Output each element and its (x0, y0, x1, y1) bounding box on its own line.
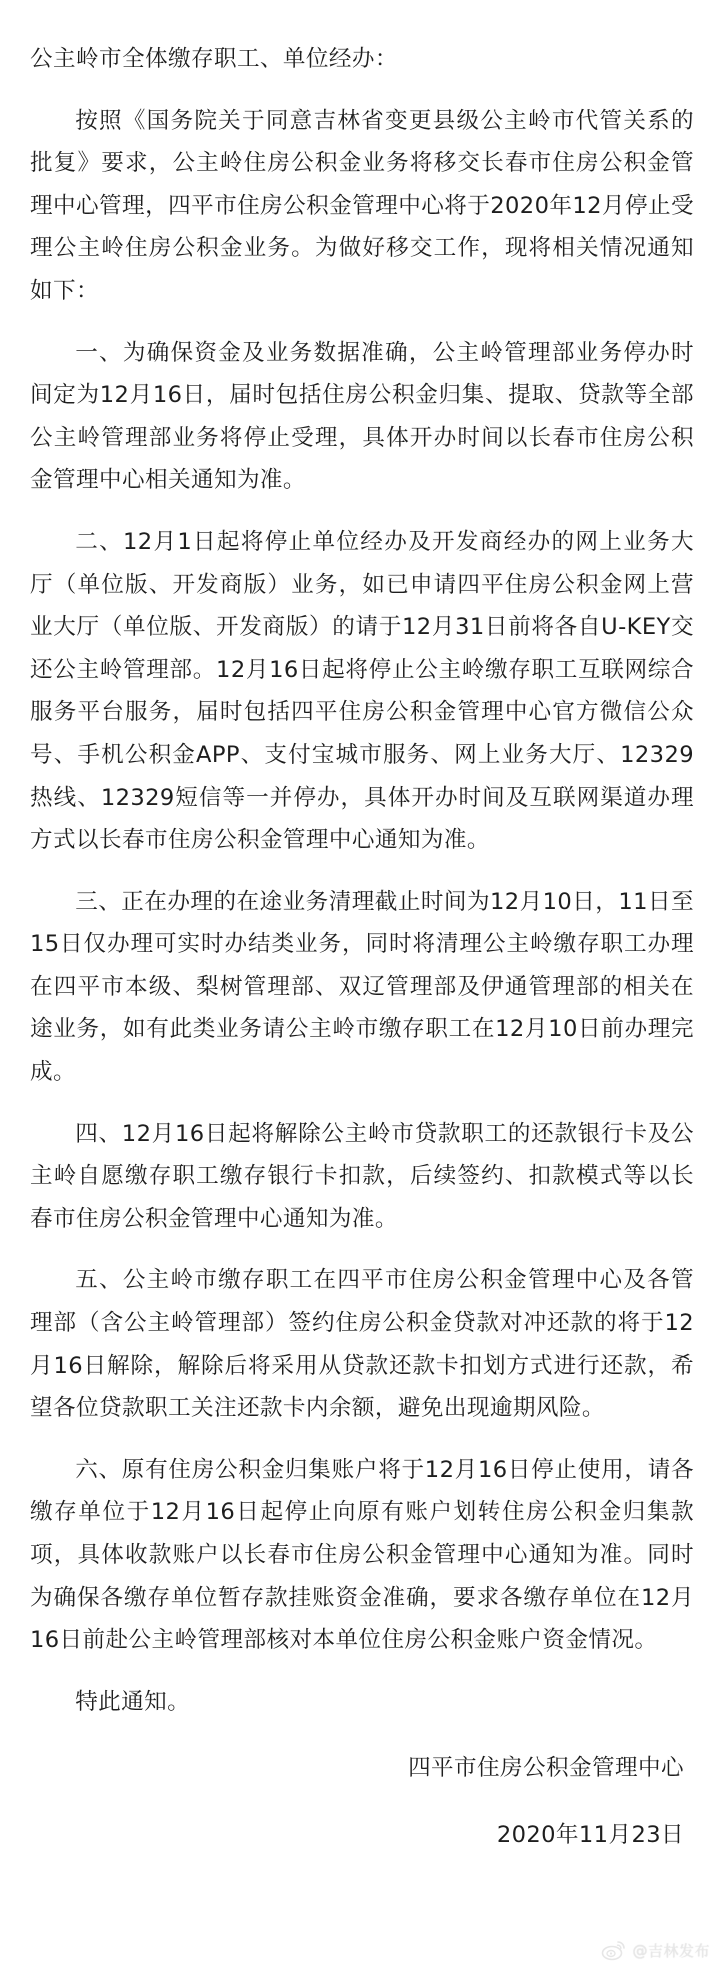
closing-line: 特此通知。 (75, 1688, 191, 1715)
intro-paragraph: 按照《国务院关于同意吉林省变更县级公主岭市代管关系的批复》要求，公主岭住房公积金业务将移交长春市住房公积金管理中心管理，四平市住房公积金管理中心将于2020年12月停止受理公主岭住房公积金业务。为做好移交工作，现将相关情况通知如下： (30, 107, 694, 304)
item-three-paragraph: 三、正在办理的在途业务清理截止时间为12月10日，11日至15日仅办理可实时办结类业务，同时将清理公主岭缴存职工办理在四平市本级、梨树管理部、双辽管理部及伊通管理部的相关在途业务，如有此类业务请公主岭市缴存职工在12月10日前办理完成。 (30, 888, 694, 1086)
issuer-signature: 四平市住房公积金管理中心 (408, 1755, 684, 1782)
item-six-paragraph: 六、原有住房公积金归集账户将于12月16日停止使用，请各缴存单位于12月16日起停止向原有账户划转住房公积金归集款项，具体收款账户以长春市住房公积金管理中心通知为准。同时为确保各缴存单位暂存款挂账资金准确，要求各缴存单位在12月16日前赴公主岭管理部核对本单位住房公积金账户资金情况。 (30, 1456, 694, 1654)
item-one-paragraph: 一、为确保资金及业务数据准确，公主岭管理部业务停办时间定为12月16日，届时包括住房公积金归集、提取、贷款等全部公主岭管理部业务将停止受理，具体开办时间以长春市住房公积金管理中心相关通知为准。 (30, 339, 694, 494)
item-five-paragraph: 五、公主岭市缴存职工在四平市住房公积金管理中心及各管理部（含公主岭管理部）签约住房公积金贷款对冲还款的将于12月16日解除，解除后将采用从贷款还款卡扣划方式进行还款，希望各位贷款职工关注还款卡内余额，避免出现逾期风险。 (30, 1267, 694, 1422)
watermark-text: @吉林发布 (632, 1941, 710, 1960)
issue-date: 2020年11月23日 (496, 1821, 684, 1848)
weibo-watermark (601, 1935, 710, 1965)
item-two-paragraph: 二、12月1日起将停止单位经办及开发商经办的网上业务大厅（单位版、开发商版）业务，如已申请四平住房公积金网上营业大厅（单位版、开发商版）的请于12月31日前将各自U-KEY交还公主岭管理部。12月16日起将停止公主岭缴存职工互联网综合服务平台服务，届时包括四平住房公积金管理中心官方微信公众号、手机公积金APP、支付宝城市服务、网上业务大厅、12329热线、12329短信等一并停办，具体开办时间及互联网渠道办理方式以长春市住房公积金管理中心通知为准。 (30, 528, 694, 854)
salutation: 公主岭市全体缴存职工、单位经办： (30, 46, 398, 72)
notice-document (30, 38, 694, 1857)
item-four-paragraph: 四、12月16日起将解除公主岭市贷款职工的还款银行卡及公主岭自愿缴存职工缴存银行卡扣款，后续签约、扣款模式等以长春市住房公积金管理中心通知为准。 (30, 1120, 694, 1232)
weibo-logo-icon (601, 1939, 627, 1961)
